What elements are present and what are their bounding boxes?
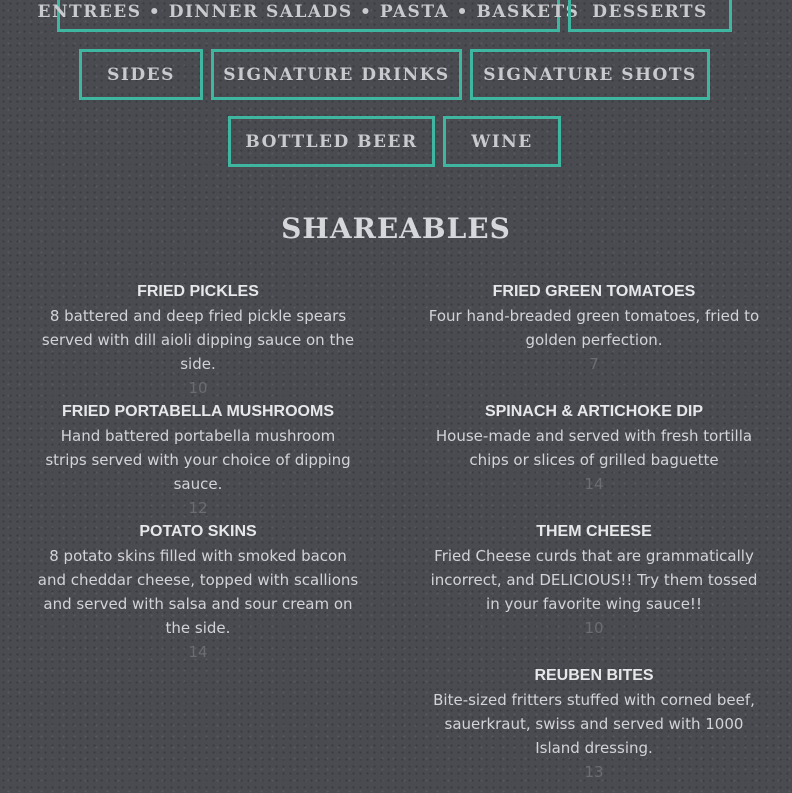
menu-item-reuben-bites (428, 664, 760, 784)
item-price: 13 (584, 763, 604, 781)
nav-wine-button[interactable]: WINE (443, 116, 561, 167)
item-price: 7 (589, 355, 599, 373)
item-description: Fried Cheese curds that are grammatically incorrect, and DELICIOUS!! Try them tossed in your favorite wing sauce!! (430, 547, 758, 613)
item-description: 8 potato skins filled with smoked bacon and cheddar cheese, topped with scallions and served with salsa and sour cream on the side. (37, 547, 359, 637)
nav-signature-shots-button[interactable]: SIGNATURE SHOTS (470, 49, 710, 100)
item-name: REUBEN BITES (534, 667, 654, 684)
item-name: FRIED PORTABELLA MUSHROOMS (62, 403, 334, 420)
item-price: 14 (584, 475, 604, 493)
item-name: SPINACH & ARTICHOKE DIP (484, 403, 704, 420)
nav-signature-drinks-button[interactable]: SIGNATURE DRINKS (211, 49, 462, 100)
menu-item-fried-pickles (28, 280, 368, 400)
item-description: 8 battered and deep fried pickle spears served with dill aioli dipping sauce on the side. (41, 307, 355, 373)
section-title: SHAREABLES (281, 212, 511, 245)
item-name: THEM CHEESE (536, 523, 652, 540)
item-price: 10 (584, 619, 604, 637)
menu-item-potato-skins (33, 520, 363, 664)
menu-item-fried-green-tomatoes (428, 280, 760, 376)
nav-sides-button[interactable]: SIDES (79, 49, 203, 100)
item-description: Hand battered portabella mushroom strips served with your choice of dipping sauce. (45, 427, 351, 493)
item-name: FRIED GREEN TOMATOES (492, 283, 696, 300)
item-name: FRIED PICKLES (137, 283, 259, 300)
nav-bottled-beer-button[interactable]: BOTTLED BEER (228, 116, 435, 167)
nav-entrees-button[interactable]: ENTREES • DINNER SALADS • PASTA • BASKETS (57, 0, 560, 32)
item-price: 14 (188, 643, 208, 661)
menu-item-fried-portabella-mushrooms (38, 400, 358, 520)
item-price: 10 (188, 379, 208, 397)
menu-item-them-cheese (426, 520, 762, 640)
item-price: 12 (188, 499, 208, 517)
item-name: POTATO SKINS (139, 523, 257, 540)
item-description: Bite-sized fritters stuffed with corned beef, sauerkraut, swiss and served with 1000 Island dressing. (433, 691, 755, 757)
nav-desserts-button[interactable]: DESSERTS (568, 0, 732, 32)
menu-item-spinach-artichoke-dip (434, 400, 754, 496)
item-description: Four hand-breaded green tomatoes, fried to golden perfection. (428, 307, 760, 349)
item-description: House-made and served with fresh tortilla chips or slices of grilled baguette (435, 427, 753, 469)
